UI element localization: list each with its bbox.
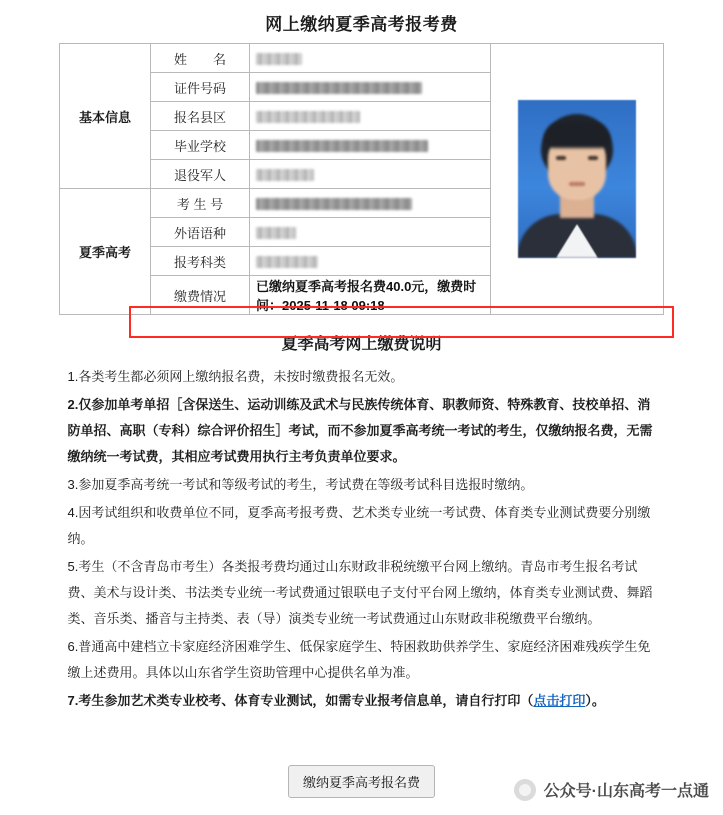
photo-eye-right	[588, 156, 598, 160]
group-label-summer-exam: 夏季高考	[60, 189, 151, 315]
row-label-foreign-language: 外语语种	[151, 218, 250, 247]
instruction-item-7-text-after: ）。	[585, 693, 605, 708]
row-label-candidate-number: 考 生 号	[151, 189, 250, 218]
photo-mouth	[569, 182, 585, 186]
row-label-district: 报名县区	[151, 102, 250, 131]
candidate-info-table	[59, 43, 664, 315]
instruction-item-7-text: 7.考生参加艺术类专业校考、体育专业测试，如需专业报考信息单，请自行打印（	[67, 693, 534, 708]
pay-exam-fee-button[interactable]: 缴纳夏季高考报名费	[288, 765, 435, 798]
instruction-item-3: 3.参加夏季高考统一考试和等级考试的考生，考试费在等级考试科目选报时缴纳。	[67, 477, 534, 492]
instructions-list	[68, 364, 656, 714]
payment-status-text: 已缴纳夏季高考报名费40.0元，缴费时间：2025-11-18 09:18	[250, 276, 491, 315]
row-value-school	[250, 131, 491, 160]
instruction-item-1: 1.各类考生都必须网上缴纳报名费，未按时缴费报名无效。	[67, 369, 404, 384]
candidate-photo	[518, 100, 636, 258]
group-label-basic: 基本信息	[60, 44, 151, 189]
print-info-sheet-link[interactable]: 点击打印	[533, 693, 586, 708]
row-value-name	[250, 44, 491, 73]
row-value-district	[250, 102, 491, 131]
redacted-value	[256, 53, 302, 65]
redacted-value	[256, 140, 428, 152]
row-label-school: 毕业学校	[151, 131, 250, 160]
row-label-veteran: 退役军人	[151, 160, 250, 189]
row-label-subject-category: 报考科类	[151, 247, 250, 276]
instruction-item-5: 5.考生（不含青岛市考生）各类报考费均通过山东财政非税统缴平台网上缴纳。青岛市考生报名考试费、美术与设计类、书法类专业统一考试费通过银联电子支付平台网上缴纳，体育类专业测试费、舞蹈类、音乐类、播音与主持类、表（导）演类专业统一考试费通过山东财政非税缴费平台缴纳。	[67, 559, 653, 626]
page-title: 网上缴纳夏季高考报考费	[265, 15, 458, 34]
instruction-item-7	[68, 688, 656, 714]
candidate-photo-cell	[491, 44, 664, 315]
row-label-payment-status: 缴费情况	[151, 276, 250, 315]
table-row	[60, 44, 664, 73]
redacted-value	[256, 198, 412, 210]
instructions-title: 夏季高考网上缴费说明	[281, 336, 442, 353]
row-value-veteran	[250, 160, 491, 189]
candidate-info-wrapper	[59, 43, 664, 315]
instruction-item-6: 6.普通高中建档立卡家庭经济困难学生、低保家庭学生、特困救助供养学生、家庭经济困难残疾学生免缴上述费用。具体以山东省学生资助管理中心提供名单为准。	[67, 639, 651, 680]
row-value-subject-category	[250, 247, 491, 276]
watermark	[514, 778, 709, 801]
photo-fringe	[544, 122, 610, 148]
row-label-id-number: 证件号码	[151, 73, 250, 102]
redacted-value	[256, 82, 422, 94]
redacted-value	[256, 227, 296, 239]
redacted-value	[256, 256, 318, 268]
redacted-value	[256, 169, 314, 181]
row-value-foreign-language	[250, 218, 491, 247]
row-label-name: 姓 名	[151, 44, 250, 73]
row-value-id-number	[250, 73, 491, 102]
watermark-text: 公众号·山东高考一点通	[543, 783, 709, 800]
row-value-candidate-number	[250, 189, 491, 218]
photo-eye-left	[556, 156, 566, 160]
watermark-logo-icon	[514, 779, 536, 801]
instruction-item-2: 2.仅参加单考单招［含保送生、运动训练及武术与民族传统体育、职教师资、特殊教育、技校单招、消防单招、高职（专科）综合评价招生］考试，而不参加夏季高考统一考试的考生，仅缴纳报名费，无需缴纳统一考试费，其相应考试费用执行主考负责单位要求。	[67, 397, 653, 464]
redacted-value	[256, 111, 360, 123]
instruction-item-4: 4.因考试组织和收费单位不同，夏季高考报考费、艺术类专业统一考试费、体育类专业测试费要分别缴纳。	[67, 505, 651, 546]
